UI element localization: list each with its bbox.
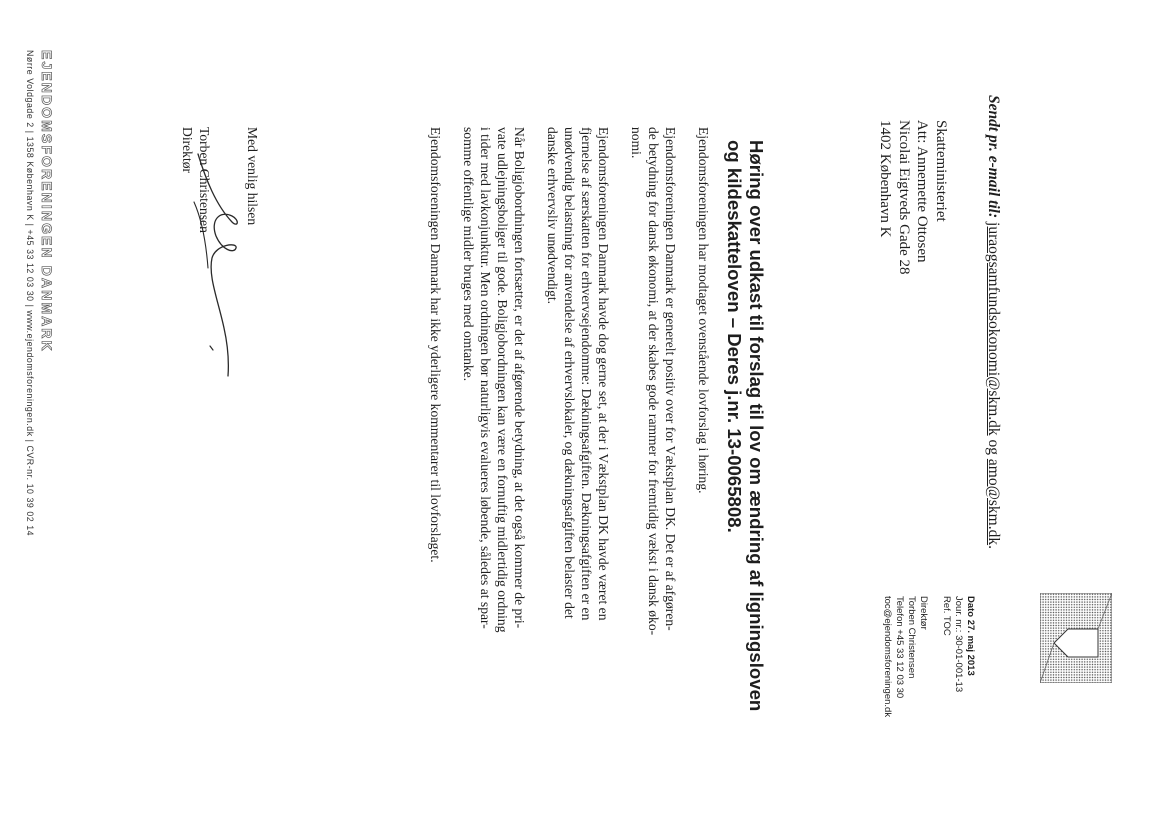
sender-role: Direktør (918, 596, 930, 630)
letter-body (411, 127, 712, 787)
body-line: Ejendomsforeningen Danmark er generelt positiv over for Vækstplan DK. Det er af afgøren- (663, 127, 678, 631)
body-line: danske erhvervsliv unødvendigt. (545, 127, 560, 305)
letter-title (724, 140, 767, 711)
reference: Ref. TOC (940, 596, 952, 636)
body-line: fjernelse af særskatten for erhvervsejendomme: Dækningsafgiften. Dækningsafgiften er en (579, 127, 594, 621)
letterhead-footer (25, 50, 55, 536)
signatory-name: Torben Christensen (197, 127, 212, 233)
footer-brand: EJENDOMSFORENINGEN DANMARK (39, 50, 55, 353)
body-line: de betydning for dansk økonomi, at der skabes gode rammer for fremtidig vækst i dansk øko- (646, 127, 661, 636)
email-recipients-line (984, 95, 1002, 549)
body-line: somme offentlige midler bruges med omtanke. (461, 127, 476, 382)
body-line: nomi. (629, 127, 644, 159)
sender-email: toc@ejendomsforeningen.dk (881, 596, 893, 718)
body-line: Ejendomsforeningen Danmark havde dog gerne set, at der i Vækstplan DK havde været en (596, 127, 611, 621)
body-paragraph (544, 127, 612, 787)
body-paragraph (695, 127, 712, 787)
email-link-1[interactable]: juraogsamfundsokonomi@skm.dk (985, 222, 1002, 436)
body-paragraph (427, 127, 444, 787)
letter-metadata (881, 596, 976, 717)
recipient-line: Skatteministeriet (933, 120, 949, 222)
body-line: Ejendomsforeningen Danmark har ikke yderligere kommentarer til lovforslaget. (428, 127, 443, 563)
body-line: Ejendomsforeningen har modtaget ovenstående lovforslag i høring. (696, 127, 711, 494)
letter-date: Dato 27. maj 2013 (965, 596, 976, 676)
signatory-title: Direktør (180, 127, 195, 174)
body-paragraph (628, 127, 679, 787)
recipient-line: Nicolai Eigtveds Gade 28 (895, 120, 912, 275)
handwritten-signature-icon (190, 150, 246, 380)
body-paragraph (460, 127, 528, 787)
company-logo-icon (1040, 593, 1112, 683)
send-label: Sendt pr. e-mail til: (985, 95, 1002, 219)
body-line: vate udlejningsboliger til gode. Boligjobordningen kan være en fornuftig midlertidig ordning (495, 127, 510, 633)
recipient-line: Att: Annemette Ottosen (914, 120, 931, 263)
sender-name: Torben Christensen (906, 596, 918, 679)
body-line: Når Boligjobordningen fortsætter, er det af afgørende betydning, at det også kommer de pri- (512, 127, 527, 629)
recipient-address (876, 120, 950, 275)
email-link-2[interactable]: amo@skm.dk (985, 458, 1002, 546)
sender-phone: Telefon +45 33 12 03 30 (893, 596, 905, 699)
email-end: . (985, 545, 1002, 549)
title-line: og kildeskatteloven – Deres j.nr. 13-0065808. (724, 140, 746, 533)
closing-greeting: Med venlig hilsen (245, 127, 260, 226)
body-line: i tider med lavkonjunktur. Men ordningen bør naturligvis evalueres løbende, således at spar- (478, 127, 493, 629)
footer-contact-line: Nørre Voldgade 2 | 1358 København K | +45 33 12 03 30 | www.ejendomsforeningen.dk | CVR-nr. 10 39 02 14 (25, 50, 35, 537)
email-joiner: og (985, 439, 1002, 456)
recipient-line: 1402 København K (877, 120, 894, 238)
body-line: unødvendig belastning for anvendelse af erhvervslokaler, og dækningsafgiften belaster det (562, 127, 577, 619)
journal-number: Jour. nr.: 30-01-001-13 (952, 596, 964, 693)
title-line: Høring over udkast til forslag til lov om ændring af ligningsloven (746, 140, 767, 712)
